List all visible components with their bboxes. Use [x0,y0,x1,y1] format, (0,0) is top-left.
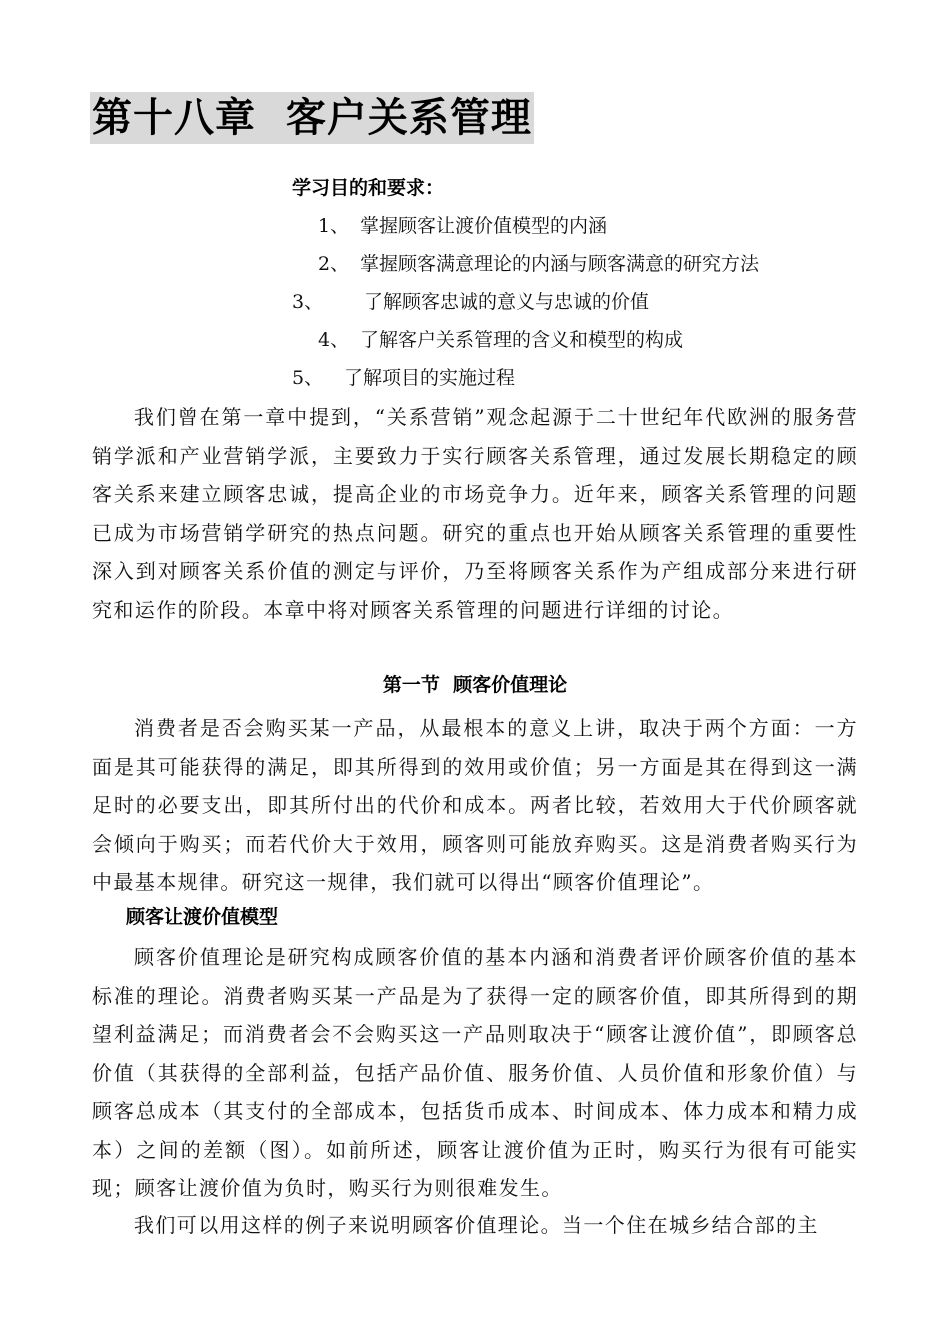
objective-number: 3、 [292,291,324,313]
objectives-heading: 学习目的和要求： [292,177,445,199]
objective-number: 2、 [318,253,350,275]
chapter-title: 第十八章 客户关系管理 [90,92,534,144]
objective-text: 了解项目的实施过程 [344,367,516,389]
objective-text: 掌握顾客满意理论的内涵与顾客满意的研究方法 [360,253,760,275]
subsection-paragraph: 顾客价值理论是研究构成顾客价值的基本内涵和消费者评价顾客价值的基本标准的理论。消费者购买某一产品是为了获得一定的顾客价值，即其所得到的期望利益满足；而消费者会不会购买这一产品则取决于“顾客让渡价值”，即顾客总价值（其获得的全部利益，包括产品价值、服务价值、人员价值和形象价值）与顾客总成本（其支付的全部成本，包括货币成本、时间成本、体力成本和精力成本）之间的差额（图）。如前所述，顾客让渡价值为正时，购买行为很有可能实现；顾客让渡价值为负时，购买行为则很难发生。 [92,945,858,1200]
objective-number: 1、 [318,215,350,237]
objective-item [292,288,649,316]
subsection-title: 顾客让渡价值模型 [126,906,279,928]
subsection-paragraph: 我们可以用这样的例子来说明顾客价值理论。当一个住在城乡结合部的主 [134,1213,819,1237]
intro-paragraph: 我们曾在第一章中提到，“关系营销”观念起源于二十世纪年代欧洲的服务营销学派和产业营销学派，主要致力于实行顾客关系管理，通过发展长期稳定的顾客关系来建立顾客忠诚，提高企业的市场竞争力。近年来，顾客关系管理的问题已成为市场营销学研究的热点问题。研究的重点也开始从顾客关系管理的重要性深入到对顾客关系价值的测定与评价，乃至将顾客关系作为产组成部分来进行研究和运作的阶段。本章中将对顾客关系管理的问题进行详细的讨论。 [92,405,858,622]
section-title: 第一节 顾客价值理论 [382,674,568,696]
objective-number: 4、 [318,329,350,351]
objective-text: 了解客户关系管理的含义和模型的构成 [360,329,684,351]
objective-number: 5、 [292,367,324,389]
objective-item [318,326,683,354]
section-paragraph: 消费者是否会购买某一产品，从最根本的意义上讲，取决于两个方面：一方面是其可能获得的满足，即其所得到的效用或价值；另一方面是其在得到这一满足时的必要支出，即其所付出的代价和成本。两者比较，若效用大于代价顾客就会倾向于购买；而若代价大于效用，顾客则可能放弃购买。这是消费者购买行为中最基本规律。研究这一规律，我们就可以得出“顾客价值理论”。 [92,716,858,894]
objective-item [318,212,607,240]
objective-text: 掌握顾客让渡价值模型的内涵 [360,215,608,237]
objective-item [318,250,759,278]
objective-item [292,364,515,392]
objective-text: 了解顾客忠诚的意义与忠诚的价值 [364,291,650,313]
